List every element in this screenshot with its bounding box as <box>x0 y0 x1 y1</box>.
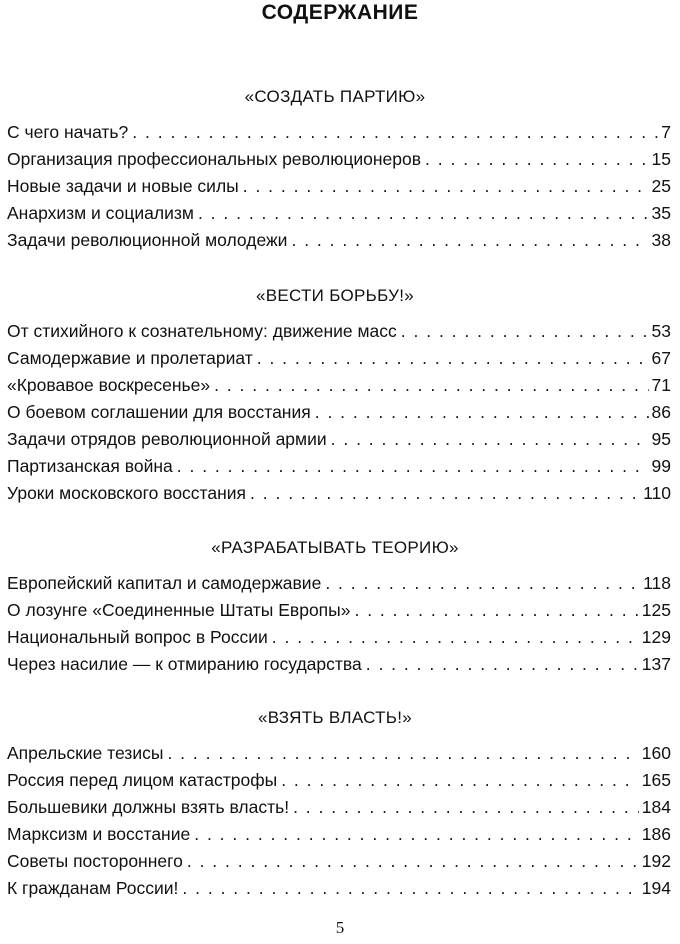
entry-page-number: 192 <box>641 851 671 871</box>
dot-leader <box>182 875 638 902</box>
dot-leader <box>331 426 649 453</box>
entry-page-number: 86 <box>651 402 671 422</box>
page-number-footer: 5 <box>335 918 345 937</box>
entry-title: Самодержавие и пролетариат <box>7 348 253 368</box>
dot-leader <box>194 821 639 848</box>
entry-page-number: 110 <box>643 483 671 503</box>
toc-entry[interactable] <box>7 821 671 848</box>
toc-entry[interactable] <box>7 740 671 767</box>
dot-leader <box>214 372 648 399</box>
dot-leader <box>243 173 649 200</box>
entry-page-number: 194 <box>641 878 671 898</box>
entry-title: Европейский капитал и самодержавие <box>7 573 322 593</box>
dot-leader <box>187 848 639 875</box>
entry-title: Через насилие — к отмиранию государства <box>7 654 362 674</box>
toc-entry[interactable] <box>7 794 671 821</box>
toc-section-develop-theory <box>7 536 671 678</box>
entry-page-number: 95 <box>651 429 671 449</box>
toc-entry[interactable] <box>7 372 671 399</box>
entry-title: О боевом соглашении для восстания <box>7 402 311 422</box>
toc-entry[interactable] <box>7 200 671 227</box>
dot-leader <box>281 767 639 794</box>
toc-entry[interactable] <box>7 570 671 597</box>
toc-entry[interactable] <box>7 146 671 173</box>
entry-title: От стихийного к сознательному: движение масс <box>7 321 397 341</box>
entry-page-number: 53 <box>651 321 671 341</box>
toc-section-take-power <box>7 706 671 902</box>
entry-page-number: 160 <box>641 743 671 763</box>
entry-title: Уроки московского восстания <box>7 483 247 503</box>
section-title: «ВЕСТИ БОРЬБУ!» <box>255 286 415 305</box>
toc-entry[interactable] <box>7 651 671 678</box>
toc-entry[interactable] <box>7 318 671 345</box>
entry-page-number: 7 <box>661 122 671 142</box>
toc-section-wage-struggle <box>7 284 671 507</box>
entry-page-number: 99 <box>651 456 671 476</box>
toc-entry[interactable] <box>7 227 671 254</box>
entry-title: Марксизм и восстание <box>7 824 191 844</box>
toc-entry[interactable] <box>7 597 671 624</box>
toc-entry[interactable] <box>7 767 671 794</box>
entry-page-number: 38 <box>651 230 671 250</box>
dot-leader <box>293 794 639 821</box>
dot-leader <box>177 453 649 480</box>
section-title: «ВЗЯТЬ ВЛАСТЬ!» <box>257 708 413 727</box>
entry-title: Анархизм и социализм <box>7 203 194 223</box>
entry-page-number: 67 <box>651 348 671 368</box>
entry-page-number: 35 <box>651 203 671 223</box>
dot-leader <box>198 200 649 227</box>
entry-page-number: 137 <box>641 654 671 674</box>
toc-entry[interactable] <box>7 345 671 372</box>
toc-entry[interactable] <box>7 624 671 651</box>
section-title: «СОЗДАТЬ ПАРТИЮ» <box>244 87 426 106</box>
entry-page-number: 186 <box>641 824 671 844</box>
toc-entry[interactable] <box>7 848 671 875</box>
toc-entry[interactable] <box>7 173 671 200</box>
dot-leader <box>315 399 649 426</box>
toc-entry[interactable] <box>7 875 671 902</box>
entry-title: О лозунге «Соединенные Штаты Европы» <box>7 600 351 620</box>
entry-page-number: 125 <box>641 600 671 620</box>
dot-leader <box>425 146 649 173</box>
toc-entry[interactable] <box>7 426 671 453</box>
section-title: «РАЗРАБАТЫВАТЬ ТЕОРИЮ» <box>211 538 459 557</box>
toc-entry[interactable] <box>7 399 671 426</box>
entry-title: Большевики должны взять власть! <box>7 797 290 817</box>
entry-title: «Кровавое воскресенье» <box>7 375 211 395</box>
dot-leader <box>257 345 649 372</box>
dot-leader <box>354 597 638 624</box>
entry-title: Апрельские тезисы <box>7 743 164 763</box>
entry-title: Национальный вопрос в России <box>7 627 268 647</box>
toc-entry[interactable] <box>7 480 671 507</box>
entry-title: Задачи революционной молодежи <box>7 230 288 250</box>
entry-title: К гражданам России! <box>7 878 179 898</box>
dot-leader <box>291 227 648 254</box>
dot-leader <box>366 651 639 678</box>
page-title: СОДЕРЖАНИЕ <box>261 1 419 24</box>
dot-leader <box>250 480 640 507</box>
dot-leader <box>272 624 639 651</box>
dot-leader <box>325 570 640 597</box>
entry-title: Россия перед лицом катастрофы <box>7 770 278 790</box>
entry-page-number: 71 <box>651 375 671 395</box>
dot-leader <box>401 318 649 345</box>
entry-page-number: 129 <box>641 627 671 647</box>
entry-page-number: 118 <box>643 573 671 593</box>
entry-title: Партизанская война <box>7 456 173 476</box>
toc-entry[interactable] <box>7 453 671 480</box>
entry-title: Организация профессиональных революционеров <box>7 149 422 169</box>
entry-title: Советы постороннего <box>7 851 183 871</box>
dot-leader <box>132 119 658 146</box>
entry-title: Новые задачи и новые силы <box>7 176 239 196</box>
toc-section-create-party <box>7 85 671 254</box>
entry-title: Задачи отрядов революционной армии <box>7 429 327 449</box>
entry-page-number: 165 <box>641 770 671 790</box>
entry-title: С чего начать? <box>7 122 129 142</box>
entry-page-number: 15 <box>651 149 671 169</box>
toc-entry[interactable] <box>7 119 671 146</box>
dot-leader <box>167 740 638 767</box>
entry-page-number: 25 <box>651 176 671 196</box>
entry-page-number: 184 <box>641 797 671 817</box>
